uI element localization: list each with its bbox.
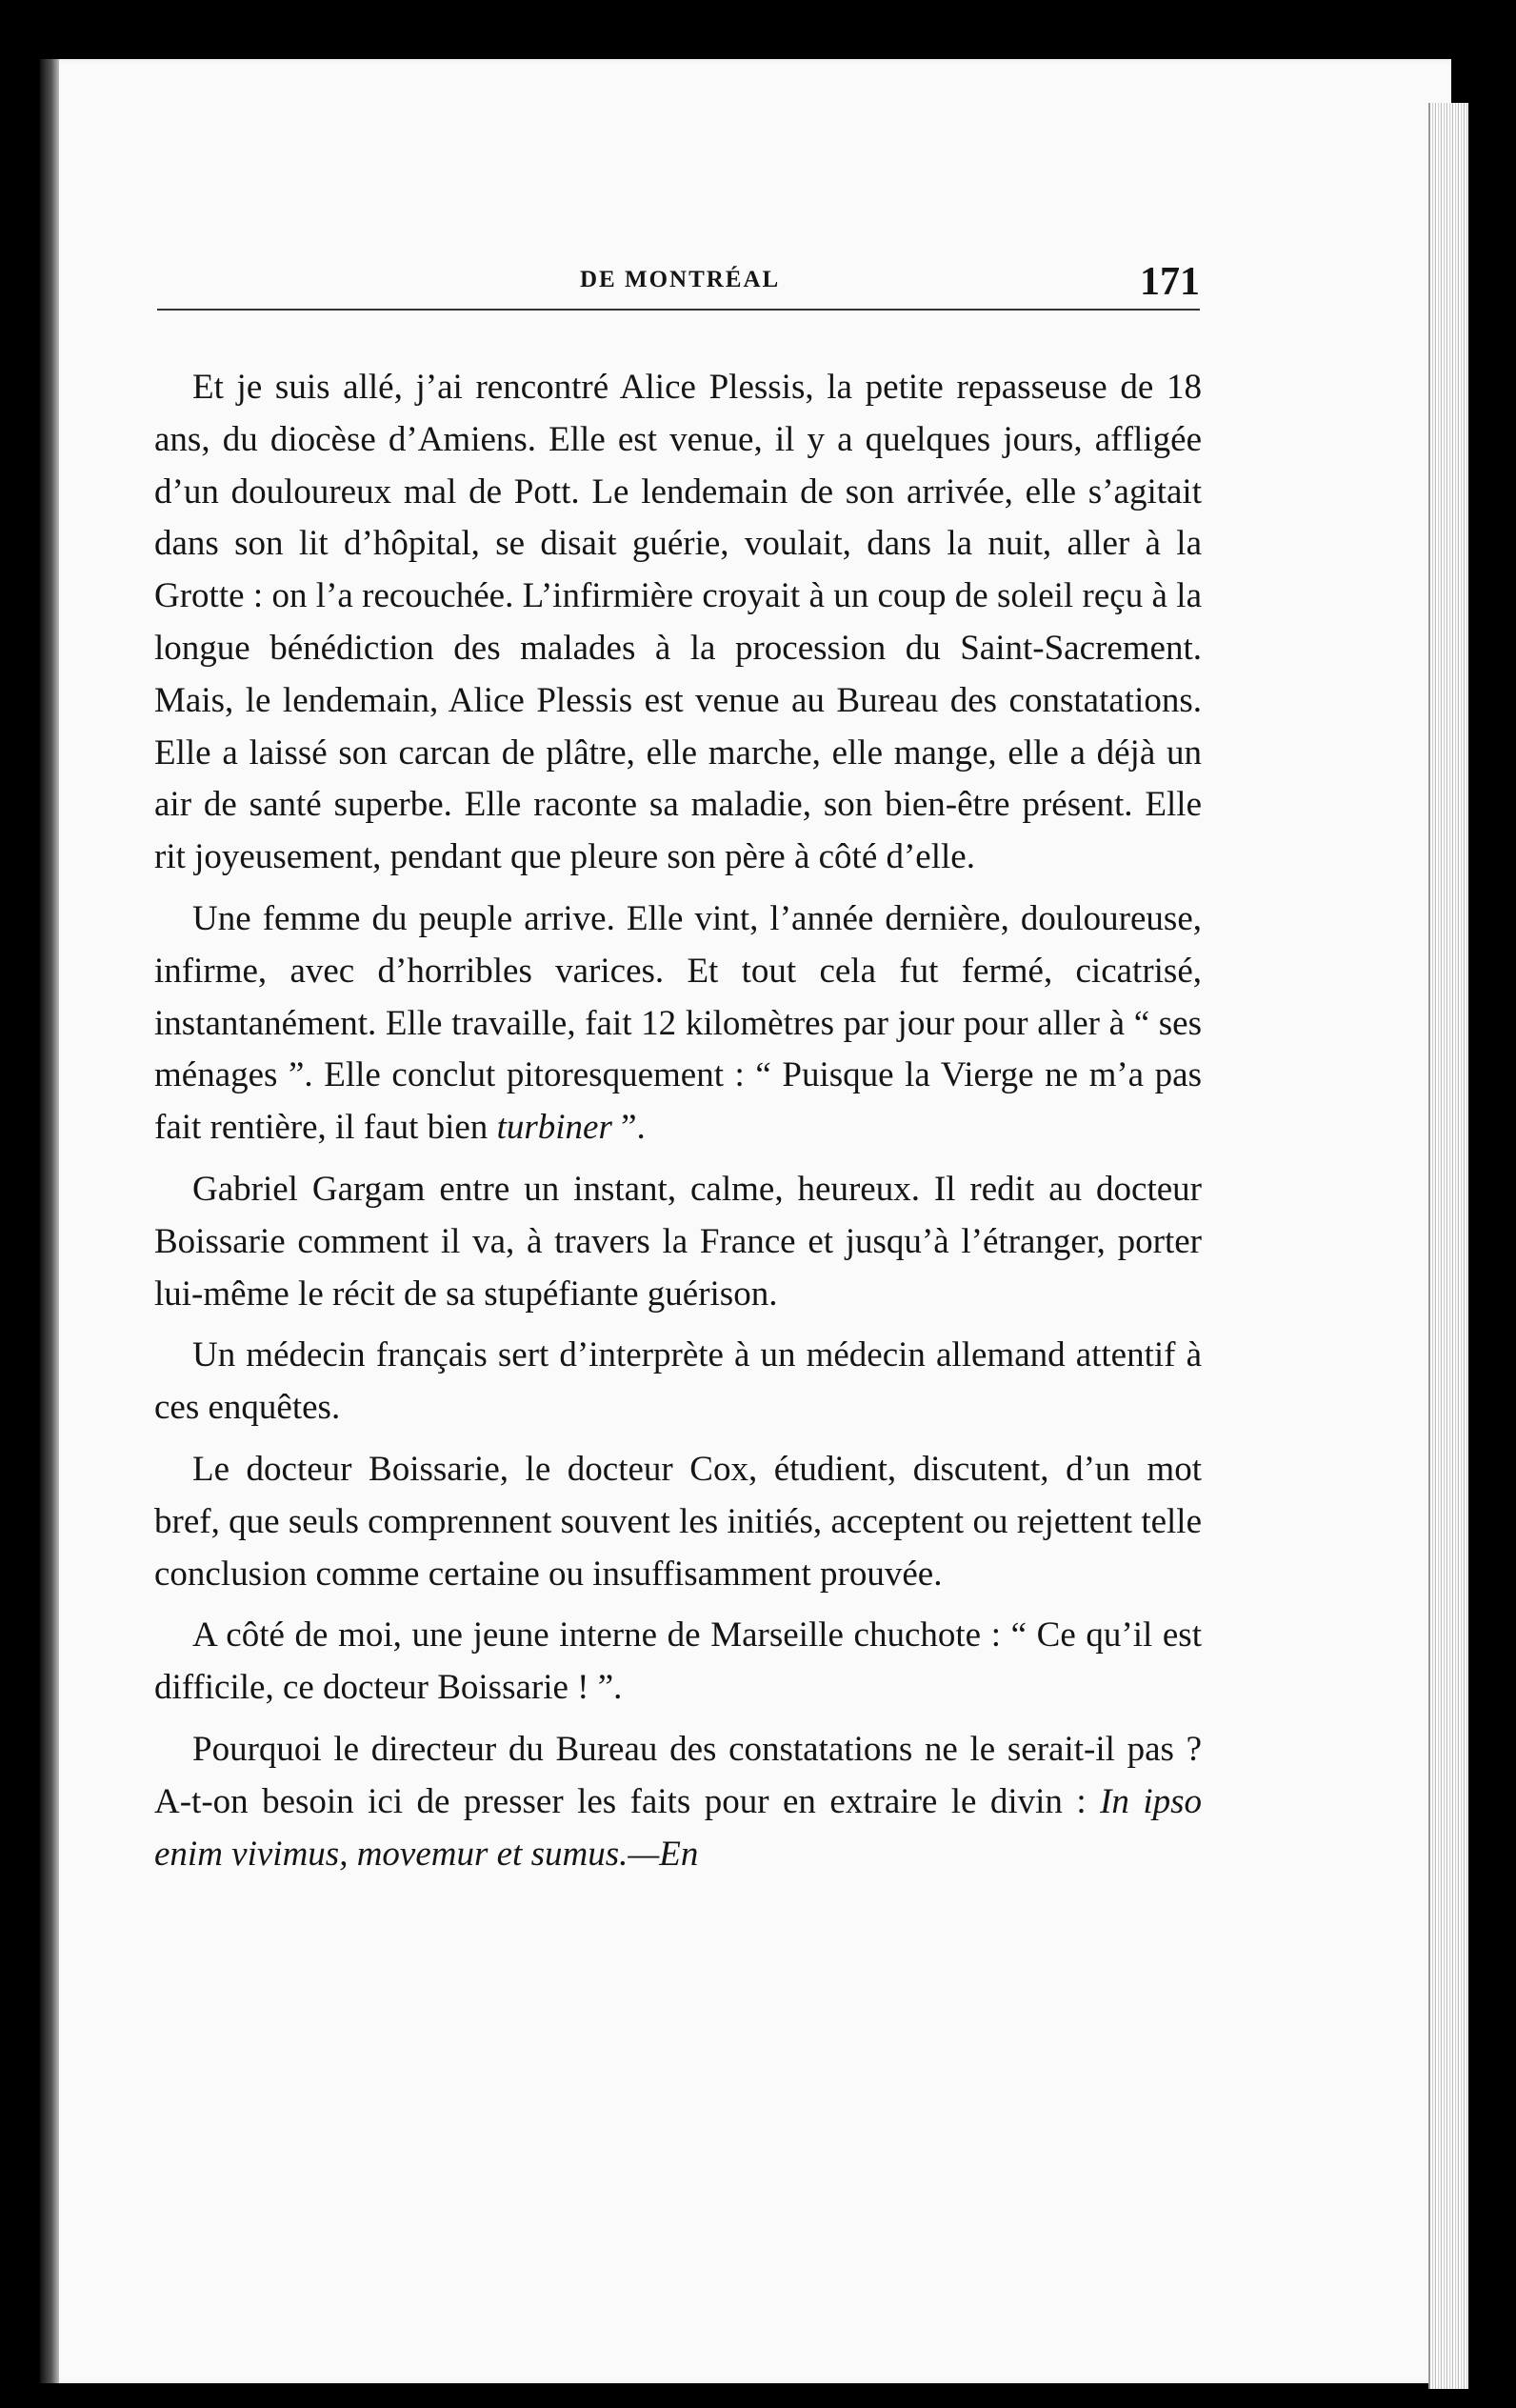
paragraph-6: A côté de moi, une jeune interne de Marseille chuchote : “ Ce qu’il est difficile, ce docteur Boissarie ! ”. [154,1615,1202,1708]
paragraph-2 [154,893,1202,1154]
page-leaves-edge [1428,103,1468,2389]
running-title: DE MONTRÉAL [580,267,781,292]
paragraph-7-text: Pourquoi le directeur du Bureau des constatations ne le serait-il pas ? A-t-on besoin ici de presser les faits pour en extraire le divin : [154,1729,1202,1821]
page-header [157,259,1200,316]
paragraph-3: Gabriel Gargam entre un instant, calme, heureux. Il redit au docteur Boissarie comment il va, à travers la France et jusqu’à l’étranger, porter lui-même le récit de sa stupéfiante guérison. [154,1169,1202,1314]
paragraph-2-end: ”. [611,1108,646,1148]
header-rule [157,309,1200,311]
page-number: 171 [1140,260,1200,304]
latin-quote: In ipso enim vivimus, movemur et sumus.—En [154,1781,1203,1874]
italic-word: turbiner [496,1108,612,1148]
paragraph-4: Un médecin français sert d’interprète à un médecin allemand attentif à ces enquêtes. [154,1335,1202,1428]
page-binding-edge [40,59,59,2383]
body-text [154,362,1202,1890]
paragraph-7 [154,1724,1202,1880]
paragraph-1: Et je suis allé, j’ai rencontré Alice Plessis, la petite repasseuse de 18 ans, du diocèse d’Amiens. Elle est venue, il y a quelques jours, affligée d’un douloureux mal de Pott. Le lendemain de son arrivée, elle s’agitait dans son lit d’hôpital, se disait guérie, voulait, dans la nuit, aller à la Grotte : on l’a recouchée. L’infirmière croyait à un coup de soleil reçu à la longue bénédiction des malades à la procession du Saint-Sacrement. Mais, le lendemain, Alice Plessis est venue au Bureau des constatations. Elle a laissé son carcan de plâtre, elle marche, elle mange, elle a déjà un air de santé superbe. Elle raconte sa maladie, son bien-être présent. Elle rit joyeusement, pendant que pleure son père à côté d’elle. [154,368,1202,877]
paragraph-2-text: Une femme du peuple arrive. Elle vint, l’année dernière, douloureuse, infirme, avec d’horribles varices. Et tout cela fut fermé, cicatrisé, instantanément. Elle travaille, fait 12 kilomètres par jour pour aller à “ ses ménages ”. Elle conclut pitoresquement : “ Puisque la Vierge ne m’a pas fait rentière, il faut bien [154,898,1202,1148]
paragraph-5: Le docteur Boissarie, le docteur Cox, étudient, discutent, d’un mot bref, que seuls comprennent souvent les initiés, acceptent ou rejettent telle conclusion comme certaine ou insuffisamment prouvée. [154,1449,1202,1594]
